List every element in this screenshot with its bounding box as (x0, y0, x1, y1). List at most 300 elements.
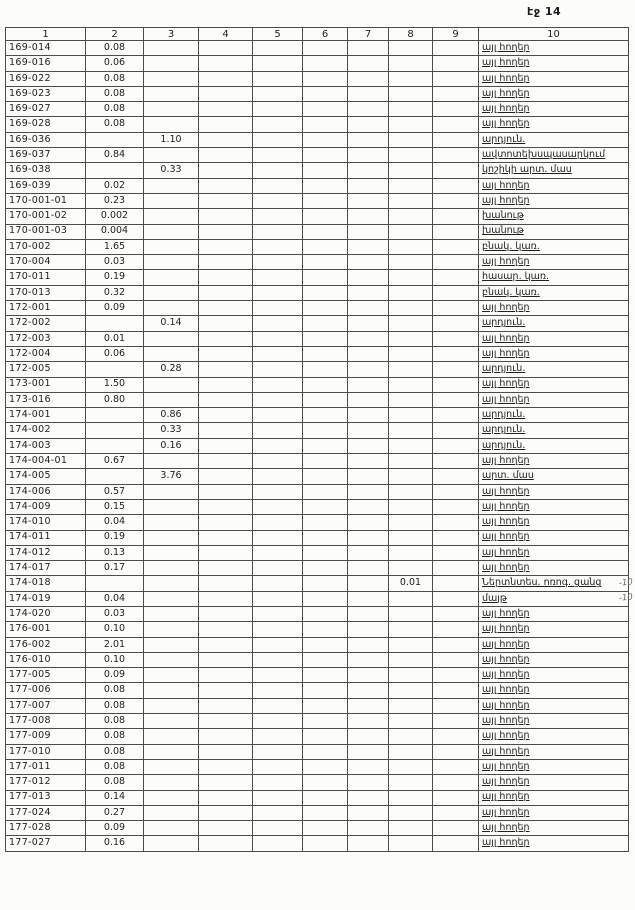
cell-col5 (253, 301, 303, 316)
cell-col2: 0.08 (86, 759, 144, 774)
cell-col5 (253, 714, 303, 729)
cell-col8: 0.01 (389, 576, 433, 591)
cell-col8 (389, 41, 433, 56)
cell-col3 (144, 255, 199, 270)
cell-col7 (348, 698, 389, 713)
cell-col2: 0.13 (86, 545, 144, 560)
cell-col7 (348, 591, 389, 606)
cell-col7 (348, 71, 389, 86)
cell-col2 (86, 163, 144, 178)
cell-col6 (303, 71, 348, 86)
cell-col3 (144, 545, 199, 560)
cell-col3: 0.33 (144, 163, 199, 178)
cell-col3: 1.10 (144, 132, 199, 147)
cell-col3 (144, 499, 199, 514)
table-row (6, 652, 629, 667)
cell-col9 (433, 561, 479, 576)
cell-col4 (199, 652, 253, 667)
cell-col2: 0.09 (86, 668, 144, 683)
cell-col5 (253, 515, 303, 530)
cell-col3 (144, 775, 199, 790)
cell-col8 (389, 744, 433, 759)
page-number: էջ 14 (527, 5, 562, 18)
cell-col6 (303, 132, 348, 147)
cell-col8 (389, 224, 433, 239)
cell-col6 (303, 316, 348, 331)
cell-col7 (348, 193, 389, 208)
cell-col4 (199, 209, 253, 224)
cell-col1: 170-001-01 (6, 193, 86, 208)
cell-col7 (348, 132, 389, 147)
cell-col4 (199, 56, 253, 71)
cell-col6 (303, 255, 348, 270)
cell-col2: 0.17 (86, 561, 144, 576)
cell-col10: այլ հողեր (479, 515, 629, 530)
cell-col9 (433, 775, 479, 790)
column-header: 8 (389, 28, 433, 41)
cell-col8 (389, 499, 433, 514)
table-row (6, 775, 629, 790)
cell-col4 (199, 545, 253, 560)
cell-col1: 169-022 (6, 71, 86, 86)
cell-col6 (303, 239, 348, 254)
cell-col1: 177-028 (6, 821, 86, 836)
cell-col10: այլ հողեր (479, 117, 629, 132)
cell-col2: 0.27 (86, 805, 144, 820)
cell-col8 (389, 652, 433, 667)
cell-col5 (253, 209, 303, 224)
cell-col3 (144, 668, 199, 683)
cell-col5 (253, 377, 303, 392)
cell-col2: 0.09 (86, 301, 144, 316)
cell-col2: 0.08 (86, 102, 144, 117)
cell-col8 (389, 484, 433, 499)
cell-col4 (199, 561, 253, 576)
cell-col4 (199, 362, 253, 377)
cell-col10: բնակ. կառ. (479, 285, 629, 300)
cell-col6 (303, 515, 348, 530)
cell-col1: 170-001-02 (6, 209, 86, 224)
cell-col4 (199, 744, 253, 759)
cell-col5 (253, 652, 303, 667)
cell-col9 (433, 637, 479, 652)
cell-col1: 177-008 (6, 714, 86, 729)
cell-col4 (199, 683, 253, 698)
cell-col5 (253, 224, 303, 239)
cell-col6 (303, 102, 348, 117)
cell-col9 (433, 224, 479, 239)
cell-col7 (348, 224, 389, 239)
cell-col6 (303, 86, 348, 101)
cell-col5 (253, 71, 303, 86)
cell-col8 (389, 377, 433, 392)
cell-col1: 173-001 (6, 377, 86, 392)
table-row (6, 423, 629, 438)
cell-col3 (144, 652, 199, 667)
cell-col5 (253, 239, 303, 254)
cell-col9 (433, 652, 479, 667)
cell-col5 (253, 469, 303, 484)
cell-col3 (144, 117, 199, 132)
cell-col8 (389, 209, 433, 224)
cell-col4 (199, 729, 253, 744)
cell-col9 (433, 698, 479, 713)
cell-col9 (433, 499, 479, 514)
cell-col4 (199, 377, 253, 392)
cell-col1: 170-011 (6, 270, 86, 285)
cell-col7 (348, 438, 389, 453)
cell-col8 (389, 545, 433, 560)
cell-col9 (433, 759, 479, 774)
cell-col2: 2.01 (86, 637, 144, 652)
cell-col10: արդյուն. (479, 438, 629, 453)
cell-col1: 169-023 (6, 86, 86, 101)
cell-col7 (348, 102, 389, 117)
cell-col5 (253, 744, 303, 759)
cell-col9 (433, 392, 479, 407)
cell-col7 (348, 86, 389, 101)
cell-col5 (253, 148, 303, 163)
cell-col2: 0.14 (86, 790, 144, 805)
cell-col3: 0.14 (144, 316, 199, 331)
cell-col8 (389, 239, 433, 254)
cell-col6 (303, 637, 348, 652)
table-row (6, 56, 629, 71)
cell-col8 (389, 438, 433, 453)
cell-col8 (389, 255, 433, 270)
cell-col9 (433, 331, 479, 346)
cell-col7 (348, 530, 389, 545)
cell-col9 (433, 255, 479, 270)
cell-col8 (389, 346, 433, 361)
cell-col4 (199, 805, 253, 820)
cell-col9 (433, 408, 479, 423)
cell-col2 (86, 469, 144, 484)
table-row (6, 301, 629, 316)
cell-col8 (389, 683, 433, 698)
cell-col9 (433, 285, 479, 300)
cell-col7 (348, 821, 389, 836)
cell-col3 (144, 714, 199, 729)
cell-col8 (389, 714, 433, 729)
table-row (6, 530, 629, 545)
cell-col10: այլ հողեր (479, 41, 629, 56)
table-row (6, 117, 629, 132)
cell-col7 (348, 316, 389, 331)
cell-col1: 169-036 (6, 132, 86, 147)
cell-col6 (303, 545, 348, 560)
cell-col8 (389, 301, 433, 316)
cell-col9 (433, 790, 479, 805)
cell-col10: խանութ (479, 224, 629, 239)
cell-col10: արդյուն. (479, 423, 629, 438)
cell-col6 (303, 591, 348, 606)
cell-col6 (303, 622, 348, 637)
cell-col5 (253, 270, 303, 285)
cell-col4 (199, 270, 253, 285)
cell-col4 (199, 148, 253, 163)
cell-col6 (303, 209, 348, 224)
cell-col5 (253, 163, 303, 178)
cell-col2: 0.08 (86, 714, 144, 729)
cell-col2 (86, 423, 144, 438)
cell-col1: 177-010 (6, 744, 86, 759)
cell-col1: 170-001-03 (6, 224, 86, 239)
table-row (6, 71, 629, 86)
table-row (6, 224, 629, 239)
cell-col4 (199, 86, 253, 101)
cell-col6 (303, 423, 348, 438)
cell-col9 (433, 41, 479, 56)
cell-col10: այլ հողեր (479, 484, 629, 499)
cell-col6 (303, 821, 348, 836)
cell-col5 (253, 637, 303, 652)
cell-col3 (144, 301, 199, 316)
cell-col1: 169-027 (6, 102, 86, 117)
cell-col3 (144, 744, 199, 759)
cell-col3 (144, 71, 199, 86)
column-header: 6 (303, 28, 348, 41)
cell-col7 (348, 668, 389, 683)
cell-col6 (303, 775, 348, 790)
table-row (6, 193, 629, 208)
cell-col4 (199, 224, 253, 239)
table-row (6, 499, 629, 514)
cell-col1: 174-006 (6, 484, 86, 499)
cell-col7 (348, 561, 389, 576)
cell-col8 (389, 362, 433, 377)
cell-col1: 169-014 (6, 41, 86, 56)
cell-col10: արդյուն. (479, 362, 629, 377)
cell-col6 (303, 790, 348, 805)
cell-col3 (144, 56, 199, 71)
cell-col9 (433, 117, 479, 132)
cell-col7 (348, 331, 389, 346)
cell-col3 (144, 331, 199, 346)
cell-col7 (348, 56, 389, 71)
cell-col2: 0.002 (86, 209, 144, 224)
cell-col3 (144, 224, 199, 239)
column-header: 7 (348, 28, 389, 41)
cell-col2: 0.04 (86, 515, 144, 530)
cell-col8 (389, 193, 433, 208)
table-row (6, 132, 629, 147)
cell-col5 (253, 331, 303, 346)
cell-col5 (253, 408, 303, 423)
cell-col5 (253, 56, 303, 71)
cell-col10: այլ հողեր (479, 71, 629, 86)
table-row (6, 331, 629, 346)
cell-col4 (199, 469, 253, 484)
cell-col9 (433, 209, 479, 224)
cell-col7 (348, 239, 389, 254)
cell-col3 (144, 285, 199, 300)
cell-col8 (389, 392, 433, 407)
cell-col9 (433, 744, 479, 759)
cell-col7 (348, 346, 389, 361)
cell-col5 (253, 362, 303, 377)
cell-col5 (253, 606, 303, 621)
table-row (6, 576, 629, 591)
cell-col5 (253, 668, 303, 683)
cell-col7 (348, 836, 389, 851)
cell-col7 (348, 714, 389, 729)
cell-col6 (303, 331, 348, 346)
cell-col3 (144, 561, 199, 576)
cell-col2: 0.19 (86, 530, 144, 545)
cell-col3: 0.33 (144, 423, 199, 438)
cell-col1: 176-010 (6, 652, 86, 667)
cell-col10: այլ հողեր (479, 606, 629, 621)
cell-col1: 176-001 (6, 622, 86, 637)
cell-col10: այլ հողեր (479, 561, 629, 576)
table-row (6, 805, 629, 820)
cell-col1: 174-011 (6, 530, 86, 545)
cell-col10: այլ հողեր (479, 744, 629, 759)
cell-col2: 0.08 (86, 698, 144, 713)
cell-col10: այլ հողեր (479, 637, 629, 652)
cell-col6 (303, 392, 348, 407)
cell-col3 (144, 102, 199, 117)
cell-col4 (199, 836, 253, 851)
cell-col10: այլ հողեր (479, 346, 629, 361)
cell-col5 (253, 132, 303, 147)
cell-col9 (433, 301, 479, 316)
cell-col4 (199, 576, 253, 591)
cell-col10: արդյուն. (479, 408, 629, 423)
table-row (6, 515, 629, 530)
cell-col3 (144, 377, 199, 392)
cell-col5 (253, 346, 303, 361)
cell-col4 (199, 239, 253, 254)
cell-col3 (144, 606, 199, 621)
cell-col3: 0.86 (144, 408, 199, 423)
cell-col7 (348, 622, 389, 637)
cell-col4 (199, 698, 253, 713)
cell-col3 (144, 178, 199, 193)
cell-col8 (389, 805, 433, 820)
margin-note: -10 (618, 592, 634, 604)
cell-col5 (253, 759, 303, 774)
table-header-row (6, 28, 629, 41)
cell-col9 (433, 270, 479, 285)
cell-col10: այլ հողեր (479, 622, 629, 637)
cell-col7 (348, 499, 389, 514)
cell-col4 (199, 668, 253, 683)
cell-col7 (348, 408, 389, 423)
cell-col8 (389, 637, 433, 652)
table-row (6, 316, 629, 331)
cell-col7 (348, 775, 389, 790)
table-row (6, 668, 629, 683)
table-row (6, 729, 629, 744)
cell-col4 (199, 714, 253, 729)
cell-col3 (144, 270, 199, 285)
cell-col3 (144, 454, 199, 469)
cell-col6 (303, 805, 348, 820)
cell-col1: 174-018 (6, 576, 86, 591)
cell-col8 (389, 622, 433, 637)
table-row (6, 346, 629, 361)
cell-col9 (433, 606, 479, 621)
cell-col7 (348, 515, 389, 530)
cell-col8 (389, 178, 433, 193)
cell-col6 (303, 484, 348, 499)
cell-col6 (303, 576, 348, 591)
cell-col8 (389, 698, 433, 713)
cell-col3 (144, 637, 199, 652)
table-body (6, 41, 629, 852)
cell-col9 (433, 683, 479, 698)
cell-col1: 174-001 (6, 408, 86, 423)
cell-col1: 174-020 (6, 606, 86, 621)
cell-col10: այլ հողեր (479, 454, 629, 469)
table-row (6, 744, 629, 759)
cell-col10: արդյուն. (479, 316, 629, 331)
cell-col9 (433, 148, 479, 163)
cell-col8 (389, 408, 433, 423)
cell-col4 (199, 41, 253, 56)
cell-col3: 3.76 (144, 469, 199, 484)
cell-col2: 0.67 (86, 454, 144, 469)
column-header: 5 (253, 28, 303, 41)
cell-col8 (389, 71, 433, 86)
cell-col10: այլ հողեր (479, 193, 629, 208)
cell-col4 (199, 178, 253, 193)
cell-col10: այլ հողեր (479, 178, 629, 193)
cell-col1: 169-028 (6, 117, 86, 132)
cell-col9 (433, 132, 479, 147)
cell-col4 (199, 775, 253, 790)
column-header: 4 (199, 28, 253, 41)
cell-col3 (144, 41, 199, 56)
cell-col8 (389, 561, 433, 576)
cell-col2 (86, 408, 144, 423)
table-row (6, 362, 629, 377)
cell-col1: 174-012 (6, 545, 86, 560)
cell-col7 (348, 362, 389, 377)
cell-col10: մայթ (479, 591, 629, 606)
cell-col9 (433, 239, 479, 254)
cell-col10: խանութ (479, 209, 629, 224)
cell-col2: 0.08 (86, 683, 144, 698)
cell-col10: հասար. կառ. (479, 270, 629, 285)
cell-col4 (199, 821, 253, 836)
cell-col9 (433, 454, 479, 469)
cell-col3: 0.16 (144, 438, 199, 453)
cell-col9 (433, 668, 479, 683)
cell-col3 (144, 836, 199, 851)
cell-col9 (433, 178, 479, 193)
cell-col1: 177-012 (6, 775, 86, 790)
table-row (6, 255, 629, 270)
cell-col3 (144, 209, 199, 224)
cell-col1: 169-038 (6, 163, 86, 178)
cell-col6 (303, 438, 348, 453)
cell-col9 (433, 56, 479, 71)
cell-col4 (199, 530, 253, 545)
table-row (6, 270, 629, 285)
cell-col10: այլ հողեր (479, 86, 629, 101)
cell-col1: 174-003 (6, 438, 86, 453)
cell-col2: 0.01 (86, 331, 144, 346)
cell-col8 (389, 591, 433, 606)
cell-col6 (303, 530, 348, 545)
cell-col2: 0.84 (86, 148, 144, 163)
cell-col8 (389, 86, 433, 101)
cell-col9 (433, 71, 479, 86)
cell-col4 (199, 301, 253, 316)
